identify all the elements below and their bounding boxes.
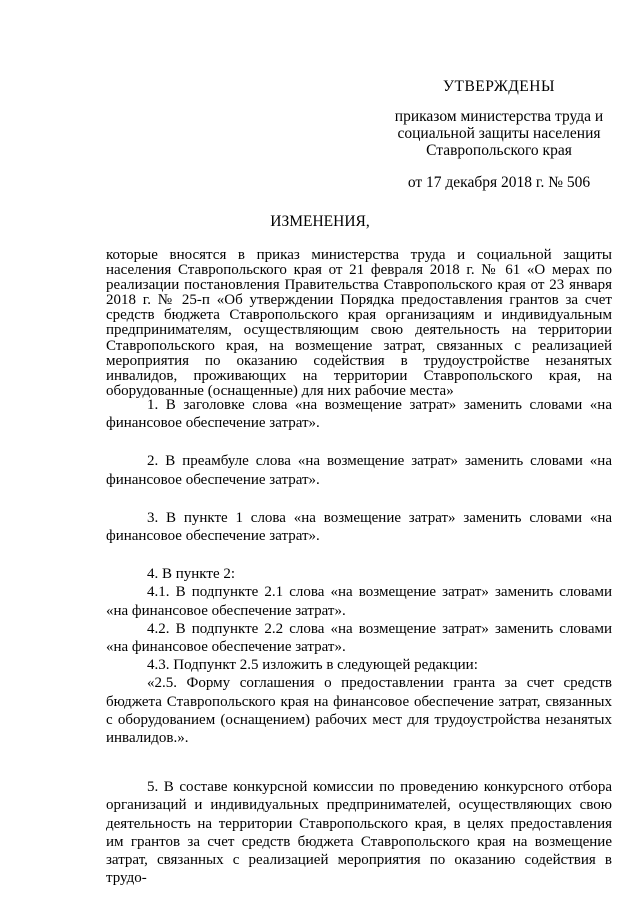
item-4-3: 4.3. Подпункт 2.5 изложить в следующей редакции: xyxy=(147,657,478,674)
item-4-3-text: «2.5. Форму соглашения о предоставлении гранта за счет средств бюджета Ставропольского края на финансовое обеспечение затрат, связанных с оборудованием (оснащением) рабочих мест для трудоустройства незанятых инвалидов.». xyxy=(106,675,612,747)
approval-title: УТВЕРЖДЕНЫ xyxy=(443,78,555,95)
approval-block xyxy=(384,78,614,191)
item-3: 3. В пункте 1 слова «на возмещение затрат» заменить словами «на финансовое обеспечение затрат». xyxy=(106,509,612,545)
document-subtitle: которые вносятся в приказ министерства труда и социальной защиты населения Ставропольского края от 21 февраля 2018 г. № 61 «О мерах по реализации постановления Правительства Ставропольского края от 23 января 2018 г. № 25-п «Об утверждении Порядка предоставления грантов за счет средств бюджета Ставропольского края организациям и индивидуальным предпринимателям, осуществляющим свою деятельность на территории Ставропольского края, на возмещение затрат, связанных с реализацией мероприятия по оказанию содействия в трудоустройстве незанятых инвалидов, проживающих на территории Ставропольского края, на оборудованные (оснащенные) для них рабочие места» xyxy=(106,247,612,399)
document-heading: ИЗМЕНЕНИЯ, xyxy=(270,213,370,230)
approval-order-line: социальной защиты населения xyxy=(397,125,601,142)
item-1: 1. В заголовке слова «на возмещение затрат» заменить словами «на финансовое обеспечение затрат». xyxy=(106,397,612,432)
approval-order-line: приказом министерства труда и xyxy=(394,108,604,125)
approval-order xyxy=(384,108,614,159)
approval-order-line: Ставропольского края xyxy=(426,142,572,159)
approval-date-number: от 17 декабря 2018 г. № 506 xyxy=(407,174,591,191)
item-4-2: 4.2. В подпункте 2.2 слова «на возмещение затрат» заменить словами «на финансовое обеспечение затрат». xyxy=(106,620,612,656)
item-5: 5. В составе конкурсной комиссии по проведению конкурсного отбора организаций и индивидуальных предпринимателей, осуществляющих свою деятельность на территории Ставропольского края, в целях предоставления им грантов за счет средств бюджета Ставропольского края на возмещение затрат, связанных с реализацией мероприятия по оказанию содействия в трудо- xyxy=(106,779,612,887)
item-4: 4. В пункте 2: xyxy=(147,566,236,583)
document-body xyxy=(106,396,612,887)
item-2: 2. В преамбуле слова «на возмещение затрат» заменить словами «на финансовое обеспечение затрат». xyxy=(106,453,612,488)
item-4-1: 4.1. В подпункте 2.1 слова «на возмещение затрат» заменить словами «на финансовое обеспечение затрат». xyxy=(106,584,612,619)
